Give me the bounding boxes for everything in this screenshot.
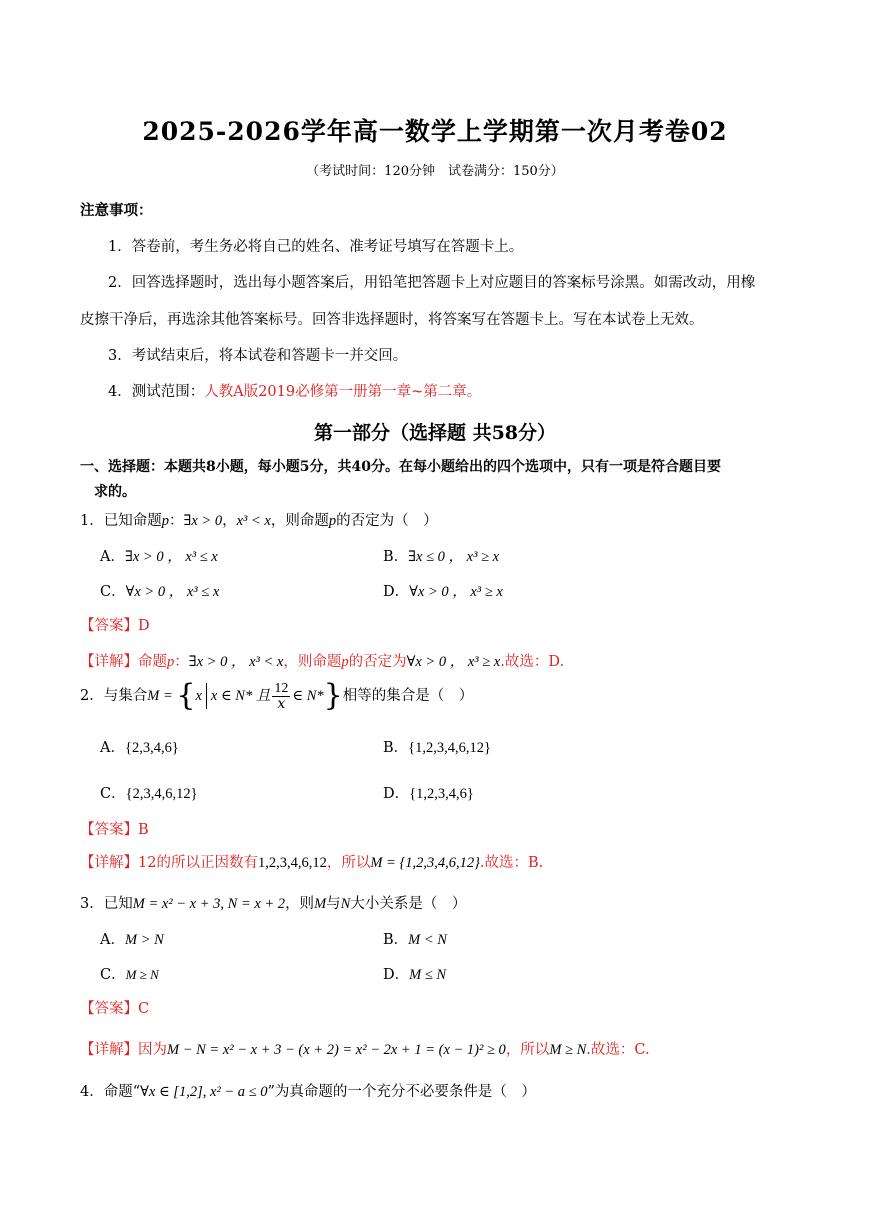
page-title: 2025-2026学年高一数学上学期第一次月考卷02: [142, 117, 728, 146]
question-3-stem: 3．已知M = x² − x + 3, N = x + 2，则M与N大小关系是（ ）: [80, 896, 467, 912]
question-3-option-b: B．M < N: [383, 932, 447, 948]
notice-item-2-line-2: 皮擦干净后，再选涂其他答案标号。回答非选择题时，将答案写在答题卡上。写在本试卷上无效。: [80, 312, 704, 328]
question-2-detail: 【详解】12的所以正因数有1,2,3,4,6,12，所以M = {1,2,3,4,6,12}.故选：B.: [80, 855, 544, 871]
question-2-option-c: C．{2,3,4,6,12}: [100, 786, 198, 802]
question-2-answer: 【答案】B: [80, 822, 149, 838]
question-2-option-b: B．{1,2,3,4,6,12}: [383, 740, 491, 756]
question-2-option-a: A．{2,3,4,6}: [100, 740, 179, 756]
part1-instruction-line-1: 一、选择题：本题共8小题，每小题5分，共40分。在每小题给出的四个选项中，只有一项是符合题目要: [80, 459, 721, 475]
part1-instruction-line-2: 求的。: [94, 484, 136, 500]
notice-item-2-line-1: 2．回答选择题时，选出每小题答案后，用铅笔把答题卡上对应题目的答案标号涂黑。如需改动，用橡: [108, 275, 756, 291]
question-1-answer: 【答案】D: [80, 618, 150, 634]
question-3-option-c: C．M ≥ N: [100, 967, 159, 983]
question-1-option-c: C．∀x > 0 ， x³ ≤ x: [100, 584, 220, 600]
notice-item-4: [108, 380, 481, 401]
notice-heading: 注意事项：: [80, 202, 153, 219]
notice-item-1: 1．答卷前，考生务必将自己的姓名、准考证号填写在答题卡上。: [108, 239, 524, 255]
question-1-option-d: D．∀x > 0 ， x³ ≥ x: [383, 584, 503, 600]
question-3-detail: 【详解】因为M − N = x² − x + 3 − (x + 2) = x² − 2x + 1 = (x − 1)² ≥ 0，所以M ≥ N.故选：C.: [80, 1042, 650, 1058]
notice-item-4-prefix: 4．测试范围：: [108, 384, 205, 400]
question-3-option-a: A．M > N: [100, 932, 164, 948]
section-heading: 第一部分（选择题 共58分）: [313, 422, 557, 444]
question-4-stem: 4．命题“∀x ∈ [1,2], x² − a ≤ 0”为真命题的一个充分不必要条件是（ ）: [80, 1084, 536, 1100]
question-3-answer: 【答案】C: [80, 1001, 150, 1017]
question-2-stem: 2．与集合M = {x x ∈ N* 且 $\frac{12}{x}$ ∈ N*}相等的集合是（ ）: [80, 678, 474, 713]
notice-item-3: 3．考试结束后，将本试卷和答题卡一并交回。: [108, 348, 408, 364]
exam-info: （考试时间：120分钟 试卷满分：150分）: [306, 164, 564, 179]
question-1-option-a: A．∃x > 0 ， x³ ≤ x: [100, 549, 218, 565]
question-1-option-b: B．∃x ≤ 0 ， x³ ≥ x: [383, 549, 500, 565]
test-range: 人教A版2019必修第一册第一章~第二章。: [204, 384, 482, 400]
question-1-stem: 1．已知命题p：∃x > 0，x³ < x，则命题p的否定为（ ）: [80, 513, 438, 529]
question-1-detail: 【详解】命题p：∃x > 0 ， x³ < x，则命题p的否定为∀x > 0 ， x³ ≥ x.故选：D.: [80, 654, 565, 670]
question-2-option-d: D．{1,2,3,4,6}: [383, 786, 474, 802]
question-3-option-d: D．M ≤ N: [383, 967, 447, 983]
